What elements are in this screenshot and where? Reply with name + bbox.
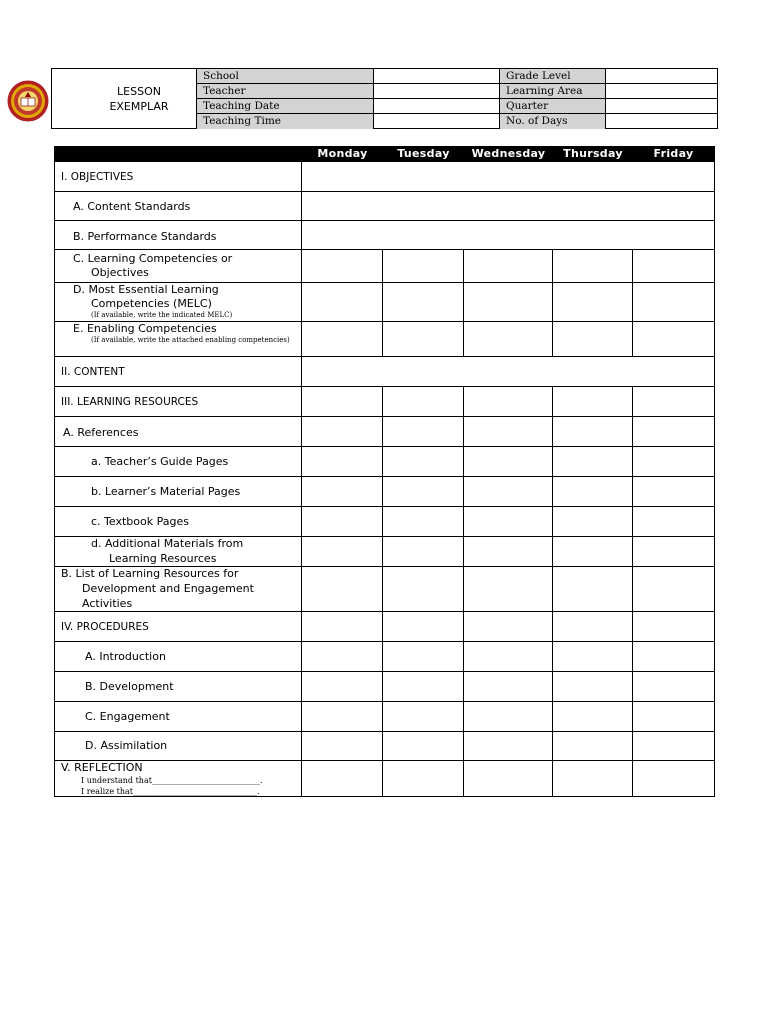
learning-competencies-label-2: Objectives bbox=[91, 266, 149, 279]
performance-standards-label: B. Performance Standards bbox=[73, 230, 217, 243]
melc-label: D. Most Essential Learning bbox=[73, 283, 219, 296]
procedures-heading: IV. PROCEDURES bbox=[61, 621, 149, 633]
enabling-competencies-note: (If available, write the attached enabling competencies) bbox=[91, 336, 290, 344]
reflection-understand-line[interactable]: I understand that___________________________. bbox=[81, 776, 263, 785]
additional-materials-label: d. Additional Materials from bbox=[91, 537, 244, 550]
teaching-time-field[interactable] bbox=[374, 114, 500, 129]
header-row-school bbox=[197, 69, 718, 84]
grade-level-label: Grade Level bbox=[500, 69, 606, 83]
reflection-heading: V. REFLECTION bbox=[61, 761, 143, 774]
day-header-friday: Friday bbox=[653, 147, 694, 160]
learning-competencies-label: C. Learning Competencies or bbox=[73, 252, 233, 265]
header-row-teaching-date bbox=[197, 99, 718, 114]
grade-level-field[interactable] bbox=[606, 69, 718, 83]
melc-note: (If available, write the indicated MELC) bbox=[91, 311, 233, 319]
list-of-resources-label-2: Development and Engagement bbox=[82, 582, 254, 595]
learning-resources-heading: III. LEARNING RESOURCES bbox=[61, 396, 199, 408]
teaching-date-label: Teaching Date bbox=[197, 99, 374, 113]
references-label: A. References bbox=[63, 426, 139, 439]
development-label: B. Development bbox=[85, 680, 174, 693]
teacher-field[interactable] bbox=[374, 84, 500, 98]
teaching-date-field[interactable] bbox=[374, 99, 500, 113]
teaching-time-label: Teaching Time bbox=[197, 114, 374, 129]
day-header-thursday: Thursday bbox=[563, 147, 623, 160]
teacher-label: Teacher bbox=[197, 84, 374, 98]
reflection-realize-line[interactable]: I realize that_______________________________. bbox=[81, 787, 260, 796]
day-header-wednesday: Wednesday bbox=[471, 147, 546, 160]
title-line-2: EXEMPLAR bbox=[109, 99, 169, 113]
learners-material-pages-label: b. Learner’s Material Pages bbox=[91, 485, 241, 498]
assimilation-label: D. Assimilation bbox=[85, 739, 168, 752]
lesson-header-table bbox=[51, 68, 718, 129]
lesson-plan-grid bbox=[54, 146, 715, 797]
day-header-tuesday: Tuesday bbox=[397, 147, 450, 160]
learning-area-field[interactable] bbox=[606, 84, 718, 98]
teachers-guide-pages-label: a. Teacher’s Guide Pages bbox=[91, 455, 229, 468]
school-label: School bbox=[197, 69, 374, 83]
no-of-days-label: No. of Days bbox=[500, 114, 606, 129]
header-row-teaching-time bbox=[197, 114, 718, 129]
engagement-label: C. Engagement bbox=[85, 710, 170, 723]
content-standards-label: A. Content Standards bbox=[73, 200, 191, 213]
list-of-resources-label-3: Activities bbox=[82, 597, 133, 610]
quarter-label: Quarter bbox=[500, 99, 606, 113]
lesson-exemplar-title bbox=[52, 69, 197, 128]
textbook-pages-label: c. Textbook Pages bbox=[91, 515, 189, 528]
no-of-days-field[interactable] bbox=[606, 114, 718, 129]
melc-label-2: Competencies (MELC) bbox=[91, 297, 212, 310]
introduction-label: A. Introduction bbox=[85, 650, 166, 663]
title-line-1: LESSON bbox=[117, 84, 161, 98]
additional-materials-label-2: Learning Resources bbox=[109, 552, 217, 565]
content-heading: II. CONTENT bbox=[61, 366, 125, 378]
school-field[interactable] bbox=[374, 69, 500, 83]
objectives-heading: I. OBJECTIVES bbox=[61, 171, 134, 183]
quarter-field[interactable] bbox=[606, 99, 718, 113]
school-seal-logo bbox=[7, 80, 49, 122]
enabling-competencies-label: E. Enabling Competencies bbox=[73, 322, 217, 335]
list-of-resources-label: B. List of Learning Resources for bbox=[61, 567, 239, 580]
day-header-monday: Monday bbox=[317, 147, 368, 160]
header-row-teacher bbox=[197, 84, 718, 99]
learning-area-label: Learning Area bbox=[500, 84, 606, 98]
